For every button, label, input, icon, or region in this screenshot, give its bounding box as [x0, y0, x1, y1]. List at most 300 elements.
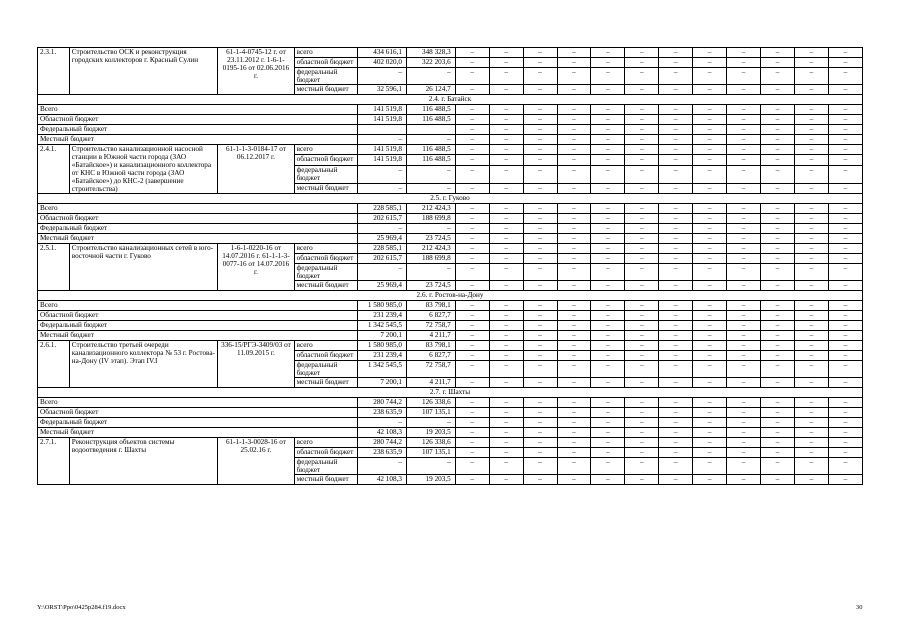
empty-value-cell: – — [727, 58, 761, 68]
empty-value-cell: – — [727, 398, 761, 408]
empty-value-cell: – — [761, 155, 795, 165]
value-cell: 322 203,6 — [406, 58, 455, 68]
summary-label: Федеральный бюджет — [38, 224, 358, 234]
empty-value-cell: – — [557, 418, 591, 428]
value-cell: 212 424,3 — [406, 204, 455, 214]
empty-value-cell: – — [591, 145, 625, 155]
empty-value-cell: – — [794, 458, 828, 475]
summary-row — [38, 428, 863, 438]
empty-value-cell: – — [659, 311, 693, 321]
empty-value-cell: – — [489, 214, 523, 224]
empty-value-cell: – — [659, 85, 693, 95]
empty-value-cell: – — [693, 351, 727, 361]
empty-value-cell: – — [625, 145, 659, 155]
empty-value-cell: – — [828, 311, 862, 321]
empty-value-cell: – — [625, 105, 659, 115]
empty-value-cell: – — [659, 244, 693, 254]
empty-value-cell: – — [591, 165, 625, 183]
empty-value-cell: – — [693, 361, 727, 378]
item-name: Строительство третьей очереди канализационного коллектора № 53 г. Ростова-на-Дону (IV этап). Этап IV.I — [69, 341, 217, 388]
value-cell: 1 580 985,0 — [358, 301, 407, 311]
empty-value-cell: – — [557, 351, 591, 361]
empty-value-cell: – — [625, 331, 659, 341]
empty-value-cell: – — [455, 135, 489, 145]
empty-value-cell: – — [727, 125, 761, 135]
empty-value-cell: – — [557, 448, 591, 458]
empty-value-cell: – — [591, 264, 625, 281]
empty-value-cell: – — [489, 264, 523, 281]
value-cell: – — [406, 264, 455, 281]
empty-value-cell: – — [727, 341, 761, 351]
empty-value-cell: – — [557, 378, 591, 388]
empty-value-cell: – — [794, 48, 828, 58]
empty-value-cell: – — [557, 281, 591, 291]
item-row — [38, 48, 863, 58]
empty-value-cell: – — [761, 418, 795, 428]
empty-value-cell: – — [455, 398, 489, 408]
value-cell: 19 203,5 — [406, 475, 455, 485]
summary-row — [38, 214, 863, 224]
value-cell: – — [406, 68, 455, 85]
empty-value-cell: – — [828, 264, 862, 281]
empty-value-cell: – — [794, 244, 828, 254]
empty-value-cell: – — [727, 234, 761, 244]
empty-value-cell: – — [557, 125, 591, 135]
empty-value-cell: – — [489, 155, 523, 165]
funding-source-label: областной бюджет — [294, 351, 358, 361]
empty-value-cell: – — [659, 145, 693, 155]
summary-label: Всего — [38, 105, 358, 115]
empty-value-cell: – — [557, 408, 591, 418]
value-cell: 188 699,8 — [406, 254, 455, 264]
empty-value-cell: – — [591, 48, 625, 58]
empty-value-cell: – — [828, 301, 862, 311]
empty-value-cell: – — [761, 301, 795, 311]
value-cell: 434 616,1 — [358, 48, 407, 58]
empty-value-cell: – — [489, 398, 523, 408]
empty-value-cell: – — [693, 418, 727, 428]
empty-value-cell: – — [828, 321, 862, 331]
empty-value-cell: – — [625, 301, 659, 311]
empty-value-cell: – — [727, 155, 761, 165]
empty-value-cell: – — [455, 224, 489, 234]
empty-value-cell: – — [727, 254, 761, 264]
empty-value-cell: – — [761, 341, 795, 351]
empty-value-cell: – — [523, 85, 557, 95]
value-cell: 280 744,2 — [358, 398, 407, 408]
empty-value-cell: – — [591, 183, 625, 193]
empty-value-cell: – — [557, 264, 591, 281]
empty-value-cell: – — [794, 234, 828, 244]
value-cell: 6 827,7 — [406, 311, 455, 321]
empty-value-cell: – — [693, 155, 727, 165]
funding-source-label: всего — [294, 244, 358, 254]
empty-value-cell: – — [828, 475, 862, 485]
empty-value-cell: – — [625, 135, 659, 145]
empty-value-cell: – — [523, 264, 557, 281]
value-cell: 202 615,7 — [358, 214, 407, 224]
funding-source-label: федеральный бюджет — [294, 361, 358, 378]
empty-value-cell: – — [489, 438, 523, 448]
empty-value-cell: – — [489, 183, 523, 193]
empty-value-cell: – — [455, 234, 489, 244]
value-cell: 126 338,6 — [406, 398, 455, 408]
empty-value-cell: – — [489, 351, 523, 361]
empty-value-cell: – — [659, 361, 693, 378]
empty-value-cell: – — [794, 281, 828, 291]
empty-value-cell: – — [727, 68, 761, 85]
empty-value-cell: – — [727, 48, 761, 58]
empty-value-cell: – — [761, 183, 795, 193]
value-cell: 228 585,1 — [358, 244, 407, 254]
empty-value-cell: – — [794, 165, 828, 183]
empty-value-cell: – — [591, 311, 625, 321]
empty-value-cell: – — [557, 145, 591, 155]
empty-value-cell: – — [625, 58, 659, 68]
summary-row — [38, 408, 863, 418]
empty-value-cell: – — [693, 448, 727, 458]
empty-value-cell: – — [557, 183, 591, 193]
empty-value-cell: – — [659, 408, 693, 418]
empty-value-cell: – — [828, 224, 862, 234]
empty-value-cell: – — [489, 458, 523, 475]
summary-label: Областной бюджет — [38, 214, 358, 224]
empty-value-cell: – — [828, 115, 862, 125]
empty-value-cell: – — [659, 475, 693, 485]
empty-value-cell: – — [455, 105, 489, 115]
item-row — [38, 244, 863, 254]
empty-value-cell: – — [761, 48, 795, 58]
empty-value-cell: – — [557, 234, 591, 244]
empty-value-cell: – — [557, 135, 591, 145]
empty-value-cell: – — [794, 311, 828, 321]
empty-value-cell: – — [727, 458, 761, 475]
empty-value-cell: – — [523, 351, 557, 361]
empty-value-cell: – — [828, 254, 862, 264]
empty-value-cell: – — [591, 475, 625, 485]
empty-value-cell: – — [794, 428, 828, 438]
value-cell: 7 200,1 — [358, 378, 407, 388]
empty-value-cell: – — [557, 311, 591, 321]
funding-source-label: местный бюджет — [294, 85, 358, 95]
empty-value-cell: – — [761, 105, 795, 115]
empty-value-cell: – — [625, 155, 659, 165]
empty-value-cell: – — [489, 135, 523, 145]
summary-row — [38, 204, 863, 214]
empty-value-cell: – — [693, 301, 727, 311]
empty-value-cell: – — [727, 204, 761, 214]
empty-value-cell: – — [455, 125, 489, 135]
funding-source-label: областной бюджет — [294, 58, 358, 68]
budget-table — [37, 47, 863, 485]
summary-row — [38, 135, 863, 145]
empty-value-cell: – — [489, 311, 523, 321]
summary-label: Федеральный бюджет — [38, 321, 358, 331]
empty-value-cell: – — [455, 458, 489, 475]
item-number: 2.3.1. — [38, 48, 70, 95]
empty-value-cell: – — [591, 448, 625, 458]
empty-value-cell: – — [557, 85, 591, 95]
empty-value-cell: – — [557, 331, 591, 341]
summary-label: Местный бюджет — [38, 428, 358, 438]
empty-value-cell: – — [693, 254, 727, 264]
empty-value-cell: – — [625, 341, 659, 351]
empty-value-cell: – — [455, 244, 489, 254]
empty-value-cell: – — [523, 418, 557, 428]
empty-value-cell: – — [794, 105, 828, 115]
empty-value-cell: – — [659, 155, 693, 165]
empty-value-cell: – — [794, 204, 828, 214]
empty-value-cell: – — [693, 125, 727, 135]
value-cell: 231 239,4 — [358, 351, 407, 361]
empty-value-cell: – — [828, 351, 862, 361]
empty-value-cell: – — [794, 448, 828, 458]
empty-value-cell: – — [727, 281, 761, 291]
empty-value-cell: – — [591, 361, 625, 378]
empty-value-cell: – — [693, 68, 727, 85]
section-title: 2.4. г. Батайск — [38, 95, 863, 105]
value-cell: – — [406, 135, 455, 145]
empty-value-cell: – — [828, 68, 862, 85]
empty-value-cell: – — [727, 264, 761, 281]
value-cell: 23 724,5 — [406, 234, 455, 244]
empty-value-cell: – — [828, 125, 862, 135]
empty-value-cell: – — [557, 428, 591, 438]
value-cell: 7 200,1 — [358, 331, 407, 341]
summary-row — [38, 224, 863, 234]
empty-value-cell: – — [794, 321, 828, 331]
item-registration-code: 61-1-4-0745-12 г. от 23.11.2012 г. 1-6-1-0195-16 от 02.06.2016 г. — [218, 48, 294, 95]
empty-value-cell: – — [761, 408, 795, 418]
value-cell: 231 239,4 — [358, 311, 407, 321]
empty-value-cell: – — [523, 204, 557, 214]
empty-value-cell: – — [693, 438, 727, 448]
empty-value-cell: – — [625, 458, 659, 475]
empty-value-cell: – — [625, 214, 659, 224]
empty-value-cell: – — [489, 105, 523, 115]
value-cell: – — [406, 183, 455, 193]
empty-value-cell: – — [761, 428, 795, 438]
empty-value-cell: – — [557, 244, 591, 254]
empty-value-cell: – — [591, 85, 625, 95]
empty-value-cell: – — [659, 458, 693, 475]
empty-value-cell: – — [761, 234, 795, 244]
empty-value-cell: – — [591, 458, 625, 475]
item-name: Реконструкция объектов системы водоотведения г. Шахты — [69, 438, 217, 485]
empty-value-cell: – — [794, 398, 828, 408]
empty-value-cell: – — [489, 224, 523, 234]
empty-value-cell: – — [489, 448, 523, 458]
empty-value-cell: – — [761, 331, 795, 341]
empty-value-cell: – — [523, 331, 557, 341]
summary-row — [38, 311, 863, 321]
value-cell: 116 488,5 — [406, 105, 455, 115]
summary-label: Областной бюджет — [38, 115, 358, 125]
empty-value-cell: – — [591, 115, 625, 125]
empty-value-cell: – — [455, 301, 489, 311]
empty-value-cell: – — [727, 105, 761, 115]
value-cell: 4 211,7 — [406, 378, 455, 388]
empty-value-cell: – — [727, 361, 761, 378]
empty-value-cell: – — [659, 135, 693, 145]
empty-value-cell: – — [523, 361, 557, 378]
empty-value-cell: – — [828, 155, 862, 165]
empty-value-cell: – — [523, 448, 557, 458]
empty-value-cell: – — [591, 105, 625, 115]
value-cell: 141 519,8 — [358, 155, 407, 165]
empty-value-cell: – — [523, 301, 557, 311]
empty-value-cell: – — [523, 214, 557, 224]
value-cell: 72 758,7 — [406, 361, 455, 378]
empty-value-cell: – — [625, 351, 659, 361]
empty-value-cell: – — [625, 428, 659, 438]
empty-value-cell: – — [625, 85, 659, 95]
empty-value-cell: – — [761, 204, 795, 214]
value-cell: – — [358, 68, 407, 85]
empty-value-cell: – — [455, 475, 489, 485]
funding-source-label: областной бюджет — [294, 155, 358, 165]
empty-value-cell: – — [455, 331, 489, 341]
empty-value-cell: – — [794, 155, 828, 165]
empty-value-cell: – — [727, 475, 761, 485]
empty-value-cell: – — [693, 234, 727, 244]
empty-value-cell: – — [693, 135, 727, 145]
value-cell: 228 585,1 — [358, 204, 407, 214]
empty-value-cell: – — [557, 58, 591, 68]
empty-value-cell: – — [455, 254, 489, 264]
value-cell: 19 203,5 — [406, 428, 455, 438]
empty-value-cell: – — [523, 281, 557, 291]
value-cell: 238 635,9 — [358, 408, 407, 418]
funding-source-label: местный бюджет — [294, 183, 358, 193]
empty-value-cell: – — [625, 115, 659, 125]
empty-value-cell: – — [523, 68, 557, 85]
empty-value-cell: – — [659, 321, 693, 331]
empty-value-cell: – — [455, 68, 489, 85]
value-cell: 6 827,7 — [406, 351, 455, 361]
empty-value-cell: – — [659, 341, 693, 351]
empty-value-cell: – — [828, 418, 862, 428]
empty-value-cell: – — [523, 183, 557, 193]
empty-value-cell: – — [693, 264, 727, 281]
empty-value-cell: – — [625, 418, 659, 428]
value-cell: 188 699,8 — [406, 214, 455, 224]
empty-value-cell: – — [794, 68, 828, 85]
empty-value-cell: – — [625, 254, 659, 264]
empty-value-cell: – — [794, 135, 828, 145]
summary-label: Областной бюджет — [38, 311, 358, 321]
empty-value-cell: – — [693, 145, 727, 155]
funding-source-label: федеральный бюджет — [294, 165, 358, 183]
value-cell: 107 135,1 — [406, 408, 455, 418]
empty-value-cell: – — [659, 281, 693, 291]
empty-value-cell: – — [828, 58, 862, 68]
empty-value-cell: – — [659, 301, 693, 311]
empty-value-cell: – — [523, 428, 557, 438]
empty-value-cell: – — [523, 458, 557, 475]
empty-value-cell: – — [455, 408, 489, 418]
value-cell: 280 744,2 — [358, 438, 407, 448]
item-name: Строительство ОСК и реконструкция городских коллекторов г. Красный Сулин — [69, 48, 217, 95]
empty-value-cell: – — [659, 428, 693, 438]
empty-value-cell: – — [659, 115, 693, 125]
empty-value-cell: – — [693, 281, 727, 291]
empty-value-cell: – — [761, 125, 795, 135]
empty-value-cell: – — [523, 244, 557, 254]
empty-value-cell: – — [727, 115, 761, 125]
section-header-row — [38, 388, 863, 398]
section-header-row — [38, 291, 863, 301]
empty-value-cell: – — [828, 105, 862, 115]
empty-value-cell: – — [794, 254, 828, 264]
empty-value-cell: – — [455, 214, 489, 224]
empty-value-cell: – — [828, 378, 862, 388]
empty-value-cell: – — [625, 361, 659, 378]
empty-value-cell: – — [828, 408, 862, 418]
summary-row — [38, 234, 863, 244]
empty-value-cell: – — [828, 183, 862, 193]
empty-value-cell: – — [591, 135, 625, 145]
empty-value-cell: – — [727, 418, 761, 428]
item-registration-code: 336-15/РГЭ-3409/03 от 11.09.2015 г. — [218, 341, 294, 388]
empty-value-cell: – — [828, 428, 862, 438]
empty-value-cell: – — [591, 438, 625, 448]
value-cell: – — [358, 224, 407, 234]
empty-value-cell: – — [659, 214, 693, 224]
section-title: 2.6. г. Ростов-на-Дону — [38, 291, 863, 301]
empty-value-cell: – — [761, 214, 795, 224]
summary-label: Всего — [38, 301, 358, 311]
empty-value-cell: – — [591, 204, 625, 214]
empty-value-cell: – — [693, 428, 727, 438]
funding-source-label: всего — [294, 438, 358, 448]
empty-value-cell: – — [693, 321, 727, 331]
summary-row — [38, 115, 863, 125]
empty-value-cell: – — [625, 244, 659, 254]
empty-value-cell: – — [659, 331, 693, 341]
funding-source-label: федеральный бюджет — [294, 68, 358, 85]
empty-value-cell: – — [794, 125, 828, 135]
empty-value-cell: – — [727, 165, 761, 183]
empty-value-cell: – — [693, 204, 727, 214]
funding-source-label: федеральный бюджет — [294, 264, 358, 281]
empty-value-cell: – — [489, 361, 523, 378]
empty-value-cell: – — [794, 301, 828, 311]
empty-value-cell: – — [625, 281, 659, 291]
empty-value-cell: – — [455, 58, 489, 68]
value-cell: 116 488,5 — [406, 145, 455, 155]
funding-source-label: областной бюджет — [294, 448, 358, 458]
empty-value-cell: – — [455, 428, 489, 438]
empty-value-cell: – — [455, 48, 489, 58]
empty-value-cell: – — [455, 85, 489, 95]
item-name: Строительство канализационной насосной станции в Южной части города (ЗАО «Батайское») и канализационного коллектора от КНС в Южной части города (ЗАО «Батайское») до КНС-2 (завершение строительства) — [69, 145, 217, 194]
value-cell: 116 488,5 — [406, 115, 455, 125]
empty-value-cell: – — [727, 311, 761, 321]
empty-value-cell: – — [489, 331, 523, 341]
empty-value-cell: – — [625, 204, 659, 214]
value-cell: 1 342 545,5 — [358, 361, 407, 378]
empty-value-cell: – — [828, 281, 862, 291]
empty-value-cell: – — [828, 398, 862, 408]
empty-value-cell: – — [761, 224, 795, 234]
empty-value-cell: – — [455, 183, 489, 193]
empty-value-cell: – — [591, 214, 625, 224]
empty-value-cell: – — [761, 145, 795, 155]
item-number: 2.5.1. — [38, 244, 70, 291]
empty-value-cell: – — [659, 204, 693, 214]
empty-value-cell: – — [828, 85, 862, 95]
